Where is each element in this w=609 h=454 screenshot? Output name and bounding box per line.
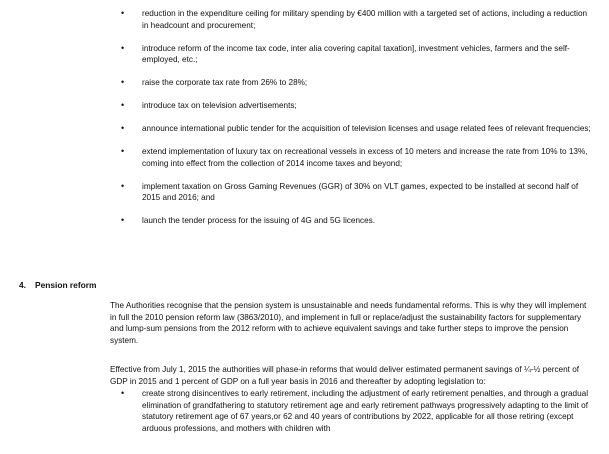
list-item-text: raise the corporate tax rate from 26% to 28%; bbox=[142, 78, 308, 87]
section-title: Pension reform bbox=[35, 280, 97, 290]
list-item bbox=[118, 388, 594, 434]
list-item-text: introduce tax on television advertisements; bbox=[142, 101, 297, 110]
bullet-icon: • bbox=[121, 146, 125, 156]
bullet-list bbox=[118, 8, 592, 238]
section-number: 4. bbox=[19, 280, 26, 290]
bullet-icon: • bbox=[121, 123, 125, 133]
list-item bbox=[118, 77, 592, 89]
list-item-text: reduction in the expenditure ceiling for military spending by €400 million with a targeted set of actions, including a reduction in headcount and procurement; bbox=[142, 9, 588, 30]
bullet-icon: • bbox=[121, 215, 125, 225]
bullet-icon: • bbox=[121, 42, 125, 53]
list-item-text: introduce reform of the income tax code, inter alia covering capital taxation], investment vehicles, farmers and the self- employed, etc.; bbox=[142, 43, 570, 64]
bullet-icon: • bbox=[121, 388, 125, 398]
list-item bbox=[118, 215, 592, 227]
list-item bbox=[118, 123, 592, 135]
list-item bbox=[118, 181, 592, 204]
section-heading bbox=[19, 280, 96, 290]
list-item-text: create strong disincentives to early retirement, including the adjustment of early retirement penalties, and through a gradual elimination of grandfathering to statutory retirement age and early retirement pathways progressively adapting to the limit of statutory retirement age of 67 years,or 62 and 40 years of contributions by 2022, applicable for all those retiring (except arduous professions, and mothers with children with bbox=[142, 389, 589, 433]
bullet-icon: • bbox=[121, 180, 125, 191]
paragraph: Effective from July 1, 2015 the authorities will phase-in reforms that would deliver estimated permanent savings of ¼-½ percent of GDP in 2015 and 1 percent of GDP on a full year basis in 2016 and thereafter by adopting legislation to: bbox=[110, 365, 580, 386]
list-item bbox=[118, 43, 592, 66]
list-item bbox=[118, 8, 592, 31]
list-item bbox=[118, 146, 592, 169]
list-item bbox=[118, 100, 592, 112]
list-item-text: launch the tender process for the issuing of 4G and 5G licences. bbox=[142, 216, 376, 225]
bullet-icon: • bbox=[121, 100, 125, 110]
bullet-icon: • bbox=[121, 77, 125, 87]
list-item-text: implement taxation on Gross Gaming Revenues (GGR) of 30% on VLT games, expected to be installed at second half of 2015 and 2016; and bbox=[142, 181, 579, 202]
sub-bullet-list bbox=[118, 388, 594, 434]
list-item-text: announce international public tender for the acquisition of television licenses and usage related fees of relevant frequencies; bbox=[142, 124, 591, 133]
list-item-text: extend implementation of luxury tax on recreational vessels in excess of 10 meters and increase the rate from 10% to 13%, coming into effect from the collection of 2014 income taxes and beyond; bbox=[142, 147, 588, 168]
bullet-icon: • bbox=[121, 8, 125, 18]
paragraph: The Authorities recognise that the pension system is unsustainable and needs fundamental reforms. This is why they will implement in full the 2010 pension reform law (3863/2010), and implement in full or replace/adjust the sustainability factors for supplementary and lump-sum pensions from the 2012 reform with to achieve equivalent savings and take further steps to improve the pension system. bbox=[110, 301, 587, 345]
